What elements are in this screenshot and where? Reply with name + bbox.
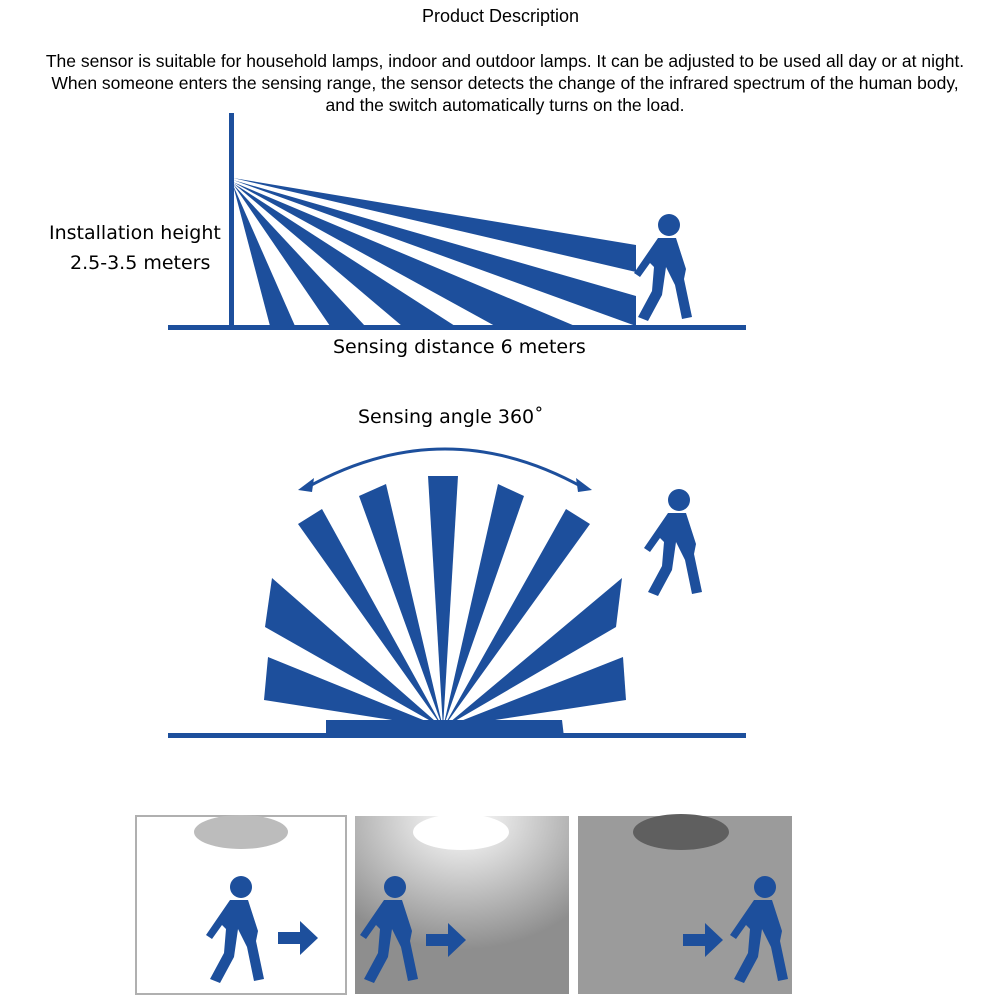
ground-line	[168, 325, 746, 330]
page-title: Product Description	[421, 6, 580, 26]
arc-arrow-left	[298, 478, 314, 492]
installation-height-value: 2.5-3.5 meters	[70, 252, 211, 274]
detection-beams	[233, 178, 636, 326]
walking-person-icon	[634, 214, 692, 321]
ceiling-lamp-icon	[633, 814, 729, 850]
panel-lamp-off-after	[578, 814, 792, 994]
panel-lamp-off-before	[136, 815, 346, 994]
ceiling-lamp-icon	[194, 815, 288, 849]
ceiling-lamp-icon	[413, 814, 509, 850]
angle-view-diagram	[168, 449, 746, 738]
side-view-diagram	[168, 113, 746, 330]
sensing-angle-label: Sensing angle 360˚	[358, 406, 544, 428]
mounting-pole	[229, 113, 234, 330]
walking-person-icon	[644, 489, 702, 596]
sensing-distance-label: Sensing distance 6 meters	[333, 336, 586, 358]
installation-height-label: Installation height	[49, 222, 221, 244]
product-description: The sensor is suitable for household lamps, indoor and outdoor lamps. It can be adjusted to be used all day or at night. When someone enters the sensing range, the sensor detects the change of the infrared spectrum of the human body, and the switch automatically turns on the load.	[45, 51, 965, 115]
arc-arrow-right	[576, 478, 592, 492]
panel-lamp-on	[355, 814, 569, 994]
fan-rays	[264, 476, 626, 728]
ceiling-line	[168, 733, 746, 738]
